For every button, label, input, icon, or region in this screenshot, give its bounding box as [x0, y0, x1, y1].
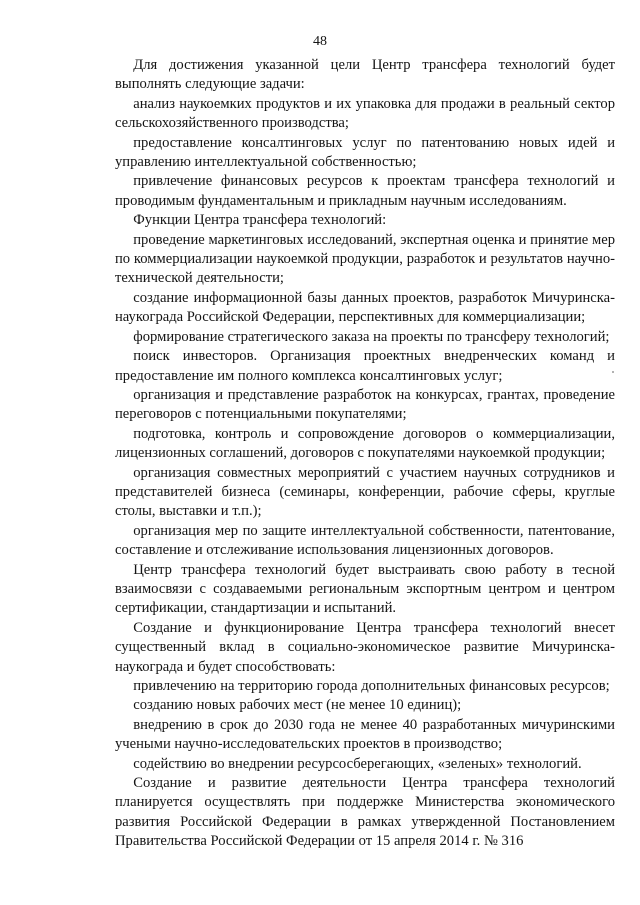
paragraph-functions-heading: Функции Центра трансфера технологий:	[133, 212, 387, 229]
page-number: 48	[313, 34, 327, 49]
paragraph-function-contracts: подготовка, контроль и сопровождение договоров о коммерциализации, лицензионных соглашений, договоров с покупателями наукоемкой продукции;	[115, 425, 615, 462]
scan-speck	[612, 371, 614, 373]
paragraph-function-ip-protection: организация мер по защите интеллектуальной собственности, патентование, составление и отслеживание использования лицензионных договоров.	[115, 522, 615, 559]
paragraph-contribution-projects: внедрению в срок до 2030 года не менее 40 разработанных мичуринскими учеными научно-исследовательских проектов в производство;	[115, 716, 615, 753]
paragraph-contribution-intro: Создание и функционирование Центра трансфера технологий внесет существенный вклад в социально-экономическое развитие Мичуринска-наукограда и будет способствовать:	[115, 619, 615, 675]
paragraph-task-analysis: анализ наукоемких продуктов и их упаковка для продажи в реальный сектор сельскохозяйственного производства;	[115, 95, 615, 132]
paragraph-function-marketing: проведение маркетинговых исследований, экспертная оценка и принятие мер по коммерциализации наукоемкой продукции, разработок и результатов научно-технической деятельности;	[115, 231, 615, 287]
paragraph-function-events: организация совместных мероприятий с участием научных сотрудников и представителей бизнеса (семинары, конференции, рабочие сферы, круглые столы, выставки и т.п.);	[115, 464, 615, 520]
paragraph-function-investors: поиск инвесторов. Организация проектных внедренческих команд и предоставление им полного комплекса консалтинговых услуг;	[115, 348, 615, 384]
paragraph-cooperation: Центр трансфера технологий будет выстраивать свою работу в тесной взаимосвязи с создаваемыми региональным экспортным центром и центром сертификации, стандартизации и испытаний.	[115, 561, 615, 617]
paragraph-task-funding: привлечение финансовых ресурсов к проектам трансфера технологий и проводимым фундаментальным и прикладным научным исследованиям.	[115, 173, 615, 209]
paragraph-function-contests: организация и представление разработок на конкурсах, грантах, проведение переговоров с потенциальными покупателями;	[115, 386, 615, 423]
paragraph-function-database: создание информационной базы данных проектов, разработок Мичуринска-наукограда Российской Федерации, перспективных для коммерциализации;	[115, 289, 615, 326]
paragraph-goal-intro: Для достижения указанной цели Центр трансфера технологий будет выполнять следующие задачи:	[115, 57, 615, 93]
paragraph-contribution-finance: привлечению на территорию города дополнительных финансовых ресурсов;	[133, 678, 610, 694]
paragraph-function-strategic-order: формирование стратегического заказа на проекты по трансферу технологий;	[133, 328, 610, 345]
paragraph-contribution-green: содействию во внедрении ресурсосберегающих, «зеленых» технологий.	[133, 755, 582, 772]
document-body	[115, 56, 615, 852]
paragraph-development-support: Создание и развитие деятельности Центра трансфера технологий планируется осуществлять при поддержке Министерства экономического развития Российской Федерации в рамках утвержденной Постановлением Правительства Российской Федерации от 15 апреля 2014 г. № 316	[115, 775, 615, 850]
paragraph-contribution-jobs: созданию новых рабочих мест (не менее 10 единиц);	[133, 697, 462, 714]
paragraph-task-consulting: предоставление консалтинговых услуг по патентованию новых идей и управлению интеллектуальной собственностью;	[115, 134, 615, 171]
